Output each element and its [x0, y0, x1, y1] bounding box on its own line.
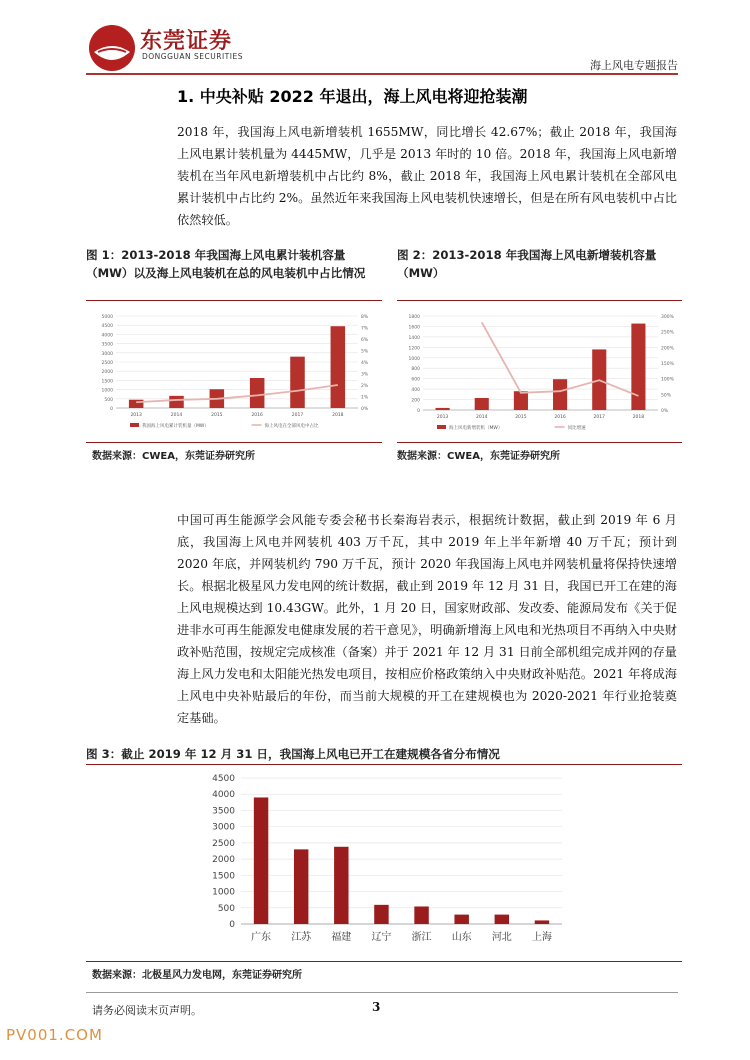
- figure-3-caption-rule: [86, 764, 682, 765]
- x-tick-label: 2015: [515, 415, 527, 420]
- y-tick-label: 4000: [212, 790, 235, 801]
- figure-2-source: 数据来源：CWEA，东莞证券研究所: [397, 451, 560, 462]
- figure-3-chart: [86, 766, 682, 960]
- bar: [454, 915, 468, 924]
- y-left-tick-label: 400: [411, 388, 420, 394]
- x-tick-label: 2017: [593, 415, 605, 420]
- figure-1-caption-rule: [86, 300, 382, 301]
- y-left-tick-label: 600: [411, 377, 420, 383]
- y-left-tick-label: 0: [110, 407, 113, 412]
- figure-2-chart: [397, 304, 682, 442]
- bar: [374, 905, 388, 924]
- x-tick-label: 2013: [130, 413, 142, 418]
- page-number: 3: [372, 1000, 381, 1014]
- y-right-tick-label: 300%: [661, 315, 674, 320]
- legend-label: 同比增速: [567, 426, 586, 431]
- y-right-tick-label: 5%: [361, 349, 369, 355]
- bar: [250, 378, 265, 408]
- section-title: 1. 中央补贴 2022 年退出，海上风电将迎抢装潮: [177, 87, 528, 106]
- y-right-tick-label: 7%: [361, 326, 369, 332]
- x-tick-label: 福建: [331, 932, 352, 943]
- x-tick-label: 山东: [451, 932, 472, 943]
- y-tick-label: 3000: [212, 822, 235, 833]
- report-type: 海上风电专题报告: [590, 59, 678, 72]
- legend-swatch-bar: [437, 425, 446, 429]
- bar: [495, 915, 509, 924]
- bar: [631, 324, 645, 410]
- y-right-tick-label: 150%: [661, 362, 674, 367]
- x-tick-label: 辽宁: [371, 932, 392, 943]
- paragraph-2: 中国可再生能源学会风能专委会秘书长秦海岩表示，根据统计数据，截止到 2019 年 6 月底，我国海上风电并网装机 403 万千瓦，其中 2019 年上半年新增 40 万千瓦；预计到 2020 年底，并网装机约 790 万千瓦，预计 2020 年我国海上风电并网装机量将保持快速增长。根据北极星风力发电网的统计数据，截止到 2019 年 12 月 31 日，我国已开工在建的海上风电规模达到 10.43GW。此外，1 月 20 日，国家财政部、发改委、能源局发布《关于促进非水可再生能源发电健康发展的若干意见》，明确新增海上风电和光热项目不再纳入中央财政补贴范围，按规定完成核准（备案）并于 2021 年 12 月 31 日前全部机组完成并网的存量海上风力发电和太阳能光热发电项目，按相应价格政策纳入中央财政补贴范。2021 年将成海上风电中央补贴最后的年份，而当前大规模的开工在建规模也为 2020-2021 年行业抢装奠定基础。: [177, 513, 677, 725]
- y-right-tick-label: 8%: [361, 315, 369, 320]
- legend-label: 我国海上风电累计装机量（MW）: [142, 424, 209, 429]
- y-right-tick-label: 250%: [661, 330, 674, 336]
- legend-label: 海上风电新增装机（MW）: [449, 426, 503, 431]
- bar: [294, 849, 308, 924]
- y-right-tick-label: 200%: [661, 346, 674, 352]
- brand-name-en: DONGGUAN SECURITIES: [142, 52, 243, 61]
- figure-3-caption: 图 3：截止 2019 年 12 月 31 日，我国海上风电已开工在建规模各省分布情况: [86, 747, 500, 761]
- x-tick-label: 河北: [491, 932, 512, 943]
- x-tick-label: 2016: [554, 415, 566, 420]
- x-tick-label: 上海: [531, 932, 552, 943]
- x-tick-label: 2016: [251, 413, 263, 418]
- figure-1-caption: 图 1：2013-2018 年我国海上风电累计装机容量（MW）以及海上风电装机在总的风电装机中占比情况: [86, 248, 366, 280]
- y-tick-label: 2500: [212, 838, 235, 849]
- x-tick-label: 2015: [211, 413, 223, 418]
- y-right-tick-label: 2%: [361, 384, 369, 389]
- x-tick-label: 广东: [251, 932, 272, 943]
- legend-swatch-bar: [130, 423, 139, 427]
- figure-1-chart: [86, 304, 382, 442]
- header-rule: [86, 73, 678, 75]
- figure-1-bottom-rule: [86, 442, 382, 443]
- bar: [553, 379, 567, 410]
- x-tick-label: 2014: [476, 415, 488, 420]
- x-tick-label: 2013: [436, 415, 449, 420]
- y-right-tick-label: 100%: [661, 377, 674, 383]
- y-right-tick-label: 4%: [361, 361, 369, 366]
- bar: [475, 398, 489, 410]
- bar: [535, 920, 549, 924]
- figure-2-caption-rule: [397, 300, 682, 301]
- x-tick-label: 2014: [170, 413, 183, 418]
- y-left-tick-label: 1500: [101, 379, 113, 385]
- y-right-tick-label: 50%: [661, 393, 672, 399]
- y-left-tick-label: 1000: [101, 388, 113, 394]
- footer-disclaimer-note: 请务必阅读末页声明。: [92, 1004, 202, 1017]
- figure-2-caption: 图 2：2013-2018 年我国海上风电新增装机容量（MW）: [397, 248, 657, 280]
- watermark: PV001.COM: [6, 1026, 103, 1044]
- y-right-tick-label: 1%: [361, 395, 369, 401]
- brand-logo-icon: [86, 22, 138, 74]
- y-left-tick-label: 1600: [408, 325, 420, 331]
- series-line: [136, 385, 338, 402]
- bar: [169, 396, 184, 408]
- bar: [290, 357, 305, 408]
- bar: [129, 400, 144, 408]
- y-tick-label: 1500: [212, 871, 235, 882]
- bar: [436, 408, 450, 410]
- figure-1-source: 数据来源：CWEA，东莞证券研究所: [92, 451, 255, 462]
- y-tick-label: 500: [217, 903, 235, 914]
- figure-3-bottom-rule: [86, 961, 682, 962]
- y-left-tick-label: 500: [104, 397, 113, 403]
- y-right-tick-label: 0%: [361, 407, 369, 412]
- y-right-tick-label: 3%: [361, 372, 369, 378]
- y-left-tick-label: 1000: [408, 356, 420, 362]
- y-right-tick-label: 6%: [361, 338, 369, 343]
- x-tick-label: 2017: [291, 413, 304, 418]
- y-left-tick-label: 800: [411, 367, 420, 373]
- y-left-tick-label: 3000: [101, 351, 113, 357]
- y-right-tick-label: 0%: [661, 409, 669, 414]
- y-left-tick-label: 0: [417, 409, 420, 414]
- x-tick-label: 浙江: [411, 932, 432, 943]
- y-tick-label: 0: [229, 920, 235, 930]
- y-left-tick-label: 3500: [101, 342, 113, 348]
- y-left-tick-label: 4500: [101, 324, 113, 330]
- bar: [254, 797, 268, 924]
- y-left-tick-label: 2500: [101, 361, 113, 366]
- x-tick-label: 江苏: [291, 932, 312, 943]
- paragraph-1: 2018 年，我国海上风电新增装机 1655MW，同比增长 42.67%；截止 2018 年，我国海上风电累计装机量为 4445MW，几乎是 2013 年时的 10 倍。2018 年，我国海上风电新增装机在当年风电新增装机中占比约 8%，截止 2018 年，我国海上风电累计装机在全部风电累计装机中占比约 2%。虽然近年来我国海上风电装机快速增长，但是在所有风电装机中占比依然较低。: [177, 125, 677, 227]
- figure-2-bottom-rule: [397, 442, 682, 443]
- bar: [514, 391, 528, 410]
- x-tick-label: 2018: [632, 415, 645, 420]
- figure-3-source: 数据来源：北极星风力发电网，东莞证券研究所: [92, 970, 302, 981]
- bar: [331, 326, 346, 408]
- y-tick-label: 3500: [212, 806, 235, 817]
- x-tick-label: 2018: [332, 413, 344, 418]
- bar: [414, 906, 428, 924]
- y-left-tick-label: 1400: [408, 335, 420, 341]
- legend-label: 海上风电在全部风电中占比: [264, 424, 319, 429]
- y-left-tick-label: 1200: [408, 346, 420, 352]
- y-tick-label: 2000: [212, 855, 235, 866]
- y-tick-label: 4500: [212, 774, 235, 784]
- y-left-tick-label: 1800: [408, 315, 420, 320]
- y-left-tick-label: 200: [411, 398, 420, 404]
- footer-rule: [86, 992, 678, 993]
- y-tick-label: 1000: [212, 887, 235, 898]
- y-left-tick-label: 5000: [101, 315, 113, 320]
- bar: [334, 847, 348, 924]
- y-left-tick-label: 4000: [101, 333, 113, 339]
- brand-name: 东莞证券: [140, 29, 233, 54]
- y-left-tick-label: 2000: [101, 370, 113, 376]
